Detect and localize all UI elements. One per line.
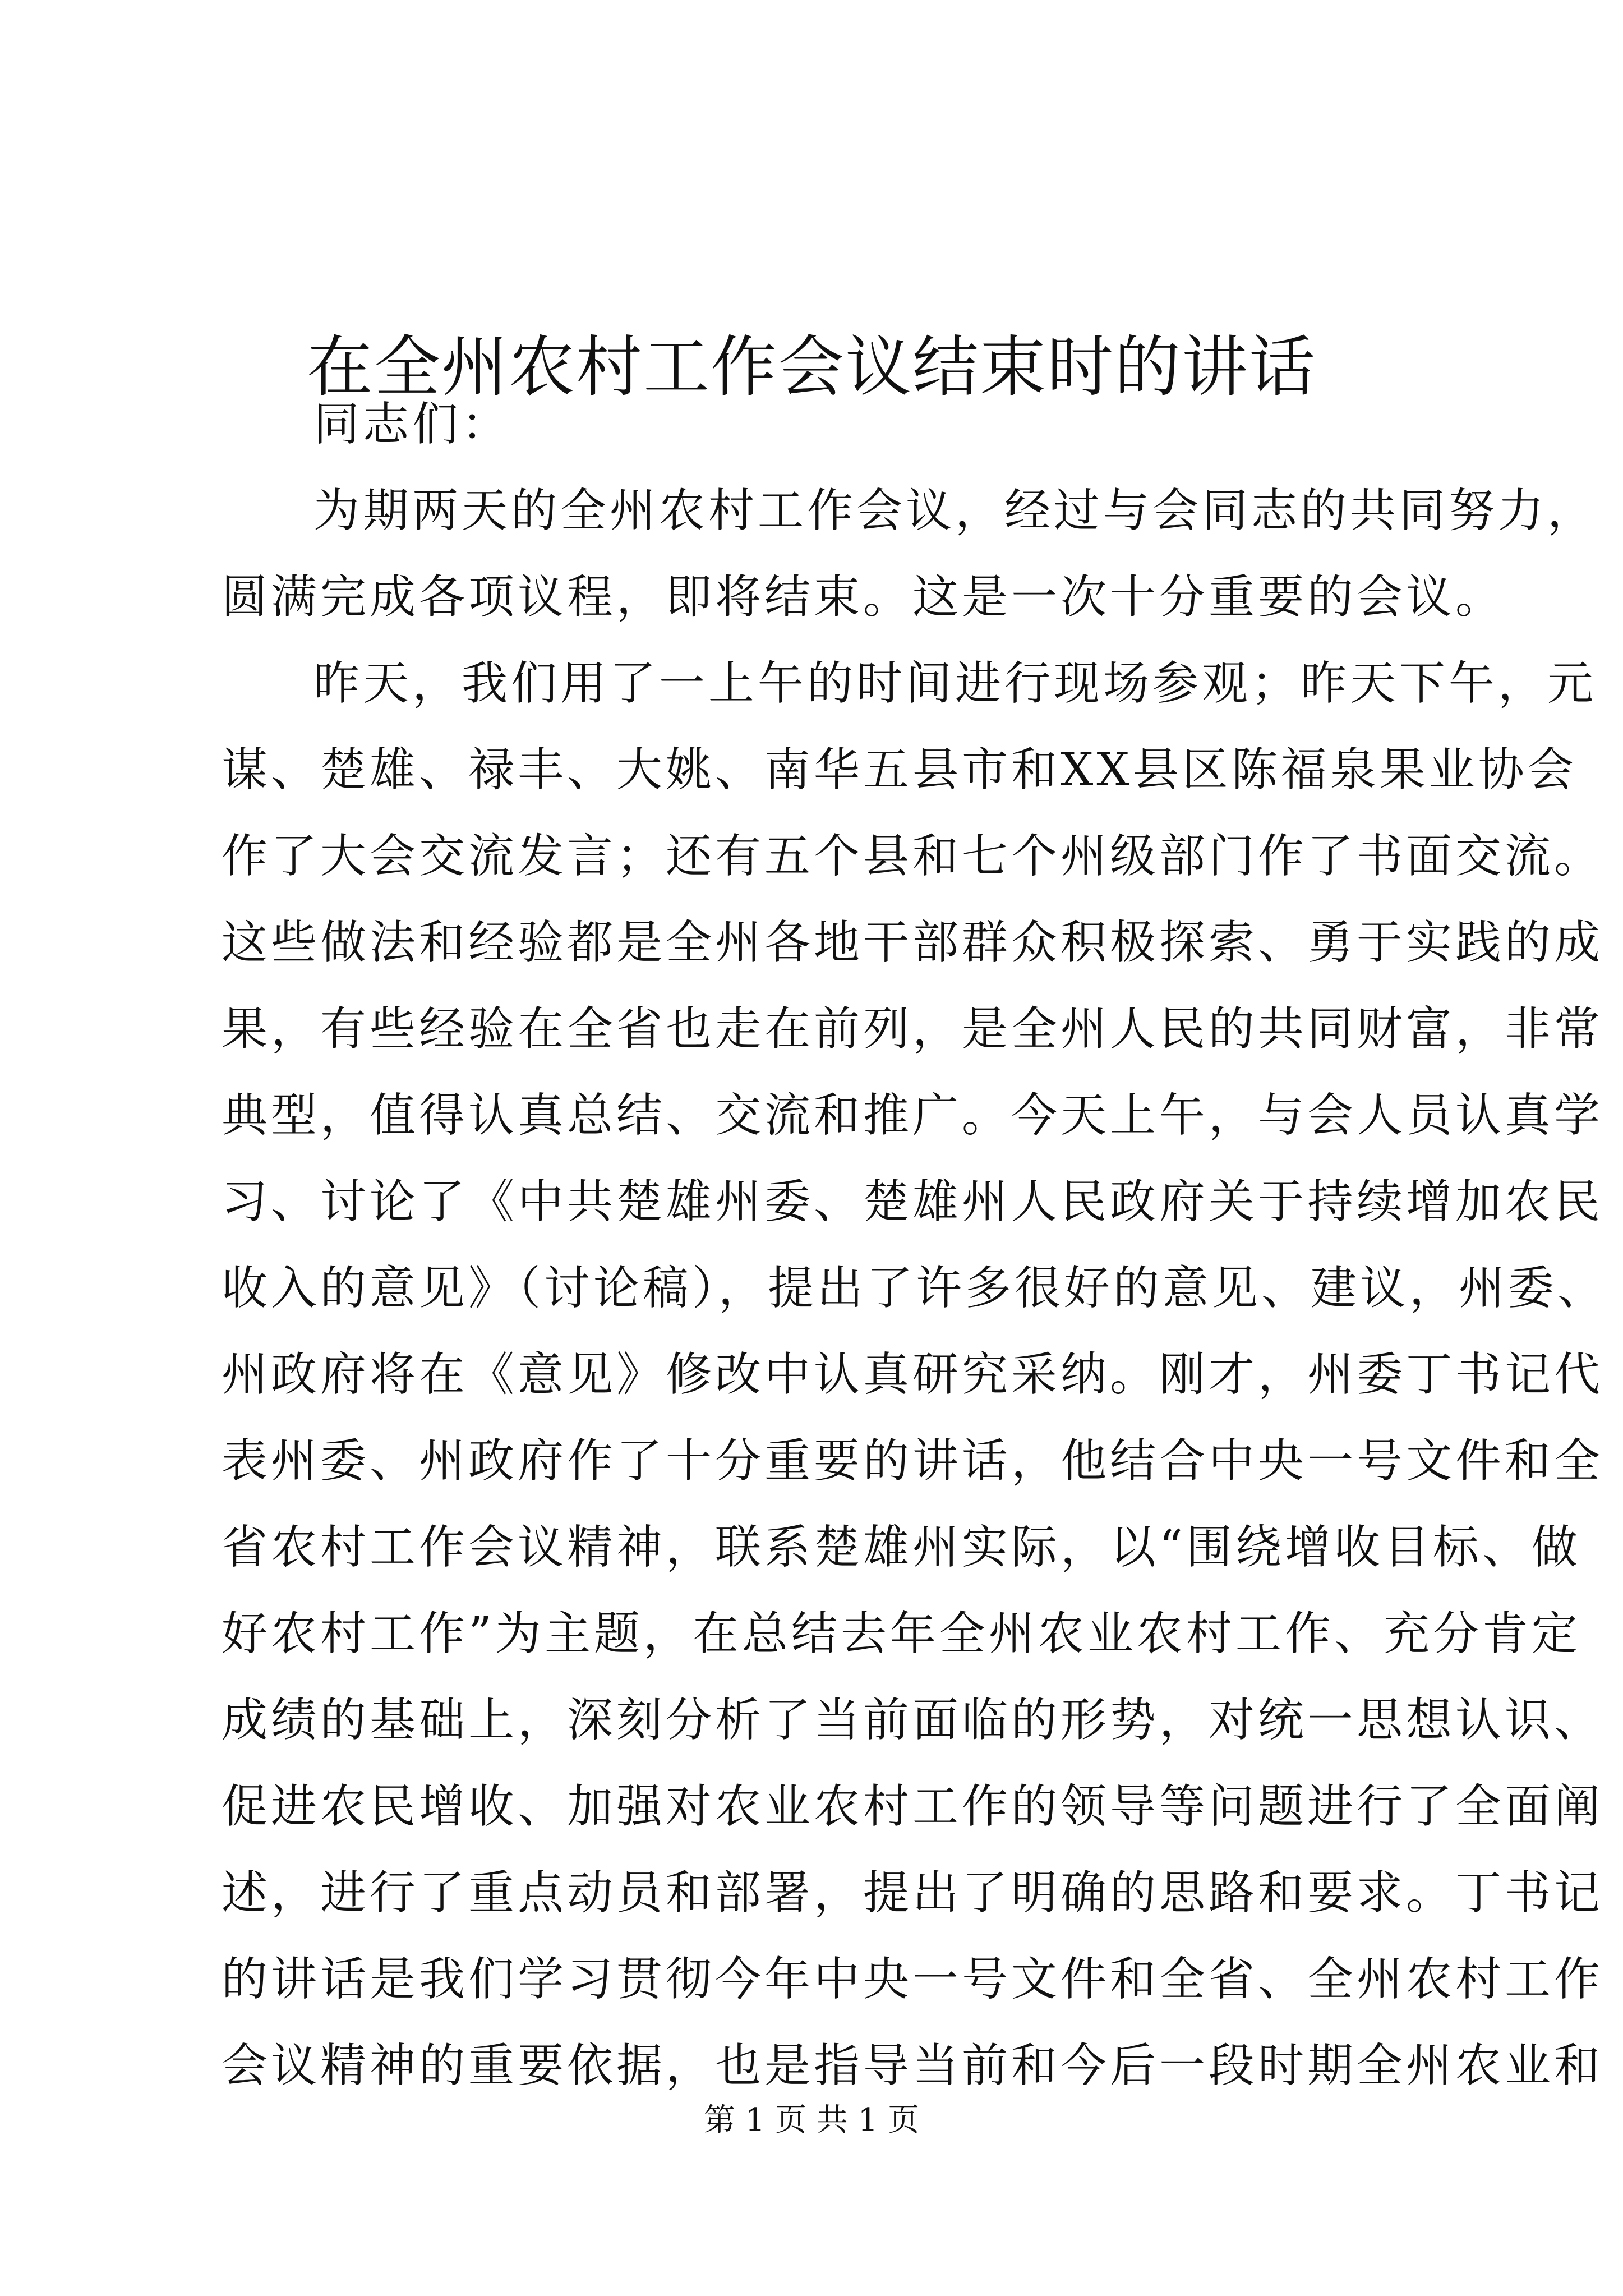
- paragraph-1-line-1: 为期两天的全州农村工作会议，经过与会同志的共同努力，: [313, 484, 1597, 537]
- paragraph-2-line-1: 昨天，我们用了一上午的时间进行现场参观；昨天下午，元: [313, 657, 1597, 710]
- paragraph-1-line-2: 圆满完成各项议程，即将结束。这是一次十分重要的会议。: [222, 570, 1505, 624]
- paragraph-2-line-11: 省农村工作会议精神，联系楚雄州实际，以“围绕增收目标、做: [222, 1521, 1581, 1574]
- paragraph-2-line-3: 作了大会交流发言；还有五个县和七个州级部门作了书面交流。: [222, 830, 1604, 883]
- page-number-footer: 第 1 页 共 1 页: [703, 2102, 920, 2138]
- paragraph-2-line-13: 成绩的基础上，深刻分析了当前面临的形势，对统一思想认识、: [222, 1694, 1604, 1747]
- paragraph-2-line-7: 习、讨论了《中共楚雄州委、楚雄州人民政府关于持续增加农民: [222, 1175, 1604, 1228]
- document-title: 在全州农村工作会议结束时的讲话: [306, 328, 1316, 406]
- paragraph-2-line-17: 会议精神的重要依据，也是指导当前和今后一段时期全州农业和: [222, 2039, 1604, 2092]
- paragraph-2-line-8: 收入的意见》（讨论稿），提出了许多很好的意见、建议，州委、: [222, 1262, 1607, 1315]
- paragraph-2-line-16: 的讲话是我们学习贯彻今年中央一号文件和全省、全州农村工作: [222, 1953, 1604, 2006]
- paragraph-2-line-9: 州政府将在《意见》修改中认真研究采纳。刚才，州委丁书记代: [222, 1348, 1604, 1401]
- paragraph-2-line-5: 果，有些经验在全省也走在前列，是全州人民的共同财富，非常: [222, 1002, 1604, 1056]
- paragraph-2-line-4: 这些做法和经验都是全州各地干部群众积极探索、勇于实践的成: [222, 916, 1604, 969]
- paragraph-2-line-14: 促进农民增收、加强对农业农村工作的领导等问题进行了全面阐: [222, 1780, 1604, 1833]
- paragraph-2-line-10: 表州委、州政府作了十分重要的讲话，他结合中央一号文件和全: [222, 1434, 1604, 1488]
- paragraph-2-line-15: 述，进行了重点动员和部署，提出了明确的思路和要求。丁书记: [222, 1866, 1604, 1920]
- paragraph-2-line-12: 好农村工作”为主题，在总结去年全州农业农村工作、充分肯定: [222, 1607, 1581, 1660]
- paragraph-2-line-2: 谋、楚雄、禄丰、大姚、南华五县市和XX县区陈福泉果业协会: [222, 743, 1577, 797]
- paragraph-2-line-6: 典型，值得认真总结、交流和推广。今天上午，与会人员认真学: [222, 1089, 1604, 1142]
- document-body: [222, 381, 1607, 2109]
- salutation-line: 同志们：: [313, 398, 511, 451]
